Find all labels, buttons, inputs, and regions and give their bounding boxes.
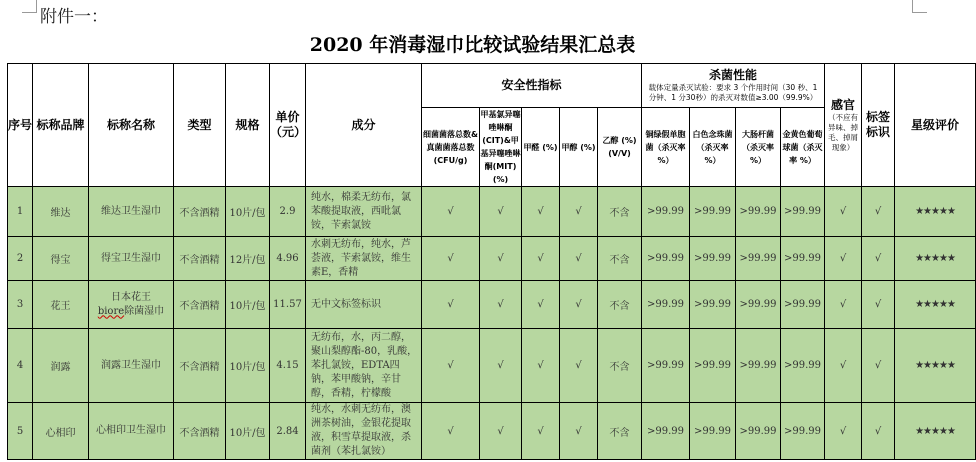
cell-bact-3: >99.99 xyxy=(781,281,825,329)
cell-type: 不含酒精 xyxy=(174,187,226,237)
cell-safety-1: √ xyxy=(480,281,522,329)
page-title: 2020 年消毒湿巾比较试验结果汇总表 xyxy=(309,34,636,56)
cell-safety-2: √ xyxy=(522,329,560,403)
cell-ingredients: 无中文标签标识 xyxy=(306,281,422,329)
cell-type: 不含酒精 xyxy=(174,237,226,281)
cell-name-latin: biore xyxy=(97,305,125,317)
cell-safety-2: √ xyxy=(522,187,560,237)
cell-safety-4: 不含 xyxy=(598,281,642,329)
table-row xyxy=(8,237,976,281)
cell-index: 2 xyxy=(8,237,33,281)
cell-safety-3: √ xyxy=(560,403,598,460)
cell-safety-4: 不含 xyxy=(598,403,642,460)
header-safety-1: 甲基氯异噻唑啉酮(CIT)&甲基异噻唑啉酮(MIT) (%) xyxy=(480,108,522,187)
cell-name: 润露卫生湿巾 xyxy=(89,329,174,403)
cell-bact-1: >99.99 xyxy=(690,329,736,403)
cell-safety-4: 不含 xyxy=(598,187,642,237)
cell-safety-1: √ xyxy=(480,403,522,460)
cell-name: 维达卫生湿巾 xyxy=(89,187,174,237)
cell-safety-3: √ xyxy=(560,237,598,281)
header-ingredients: 成分 xyxy=(306,64,422,187)
cell-safety-0: √ xyxy=(422,403,480,460)
header-bactericidal-1: 白色念珠菌（杀灭率 %） xyxy=(690,108,736,187)
cell-safety-0: √ xyxy=(422,237,480,281)
cell-brand: 润露 xyxy=(33,329,89,403)
cell-type: 不含酒精 xyxy=(174,329,226,403)
cell-price: 11.57 xyxy=(270,281,306,329)
cell-bact-0: >99.99 xyxy=(642,329,690,403)
cell-bact-2: >99.99 xyxy=(736,187,781,237)
cell-label: √ xyxy=(862,237,895,281)
header-sensory xyxy=(825,64,862,187)
cell-brand: 维达 xyxy=(33,187,89,237)
cell-ingredients: 水刺无纺布，纯水，芦荟液，苄索氯铵，维生素E，香精 xyxy=(306,237,422,281)
table-row xyxy=(8,281,976,329)
sensory-note: （不应有异味、掉毛、掉屑现象） xyxy=(828,112,859,152)
cell-bact-1: >99.99 xyxy=(690,281,736,329)
table-row xyxy=(8,329,976,403)
header-safety-3: 甲醇 (%) xyxy=(560,108,598,187)
margin-mark-right xyxy=(912,0,927,13)
header-bactericidal-3: 金黄色葡萄球菌（杀灭率 %） xyxy=(781,108,825,187)
header-spec: 规格 xyxy=(226,64,270,187)
header-safety-group: 安全性指标 xyxy=(422,64,642,108)
cell-bact-0: >99.99 xyxy=(642,187,690,237)
cell-sensory: √ xyxy=(825,237,862,281)
cell-bact-2: >99.99 xyxy=(736,403,781,460)
cell-price: 4.96 xyxy=(270,237,306,281)
cell-rating: ★★★★★ xyxy=(895,237,976,281)
cell-sensory: √ xyxy=(825,281,862,329)
cell-type: 不含酒精 xyxy=(174,281,226,329)
cell-ingredients: 无纺布，水，丙二醇，聚山梨醇酯-80，乳酸，苯扎氯铵，EDTA四钠，苯甲酸钠，辛甘醇，香精，柠檬酸 xyxy=(306,329,422,403)
cell-name-suffix: 除菌湿巾 xyxy=(124,305,165,317)
results-table xyxy=(7,63,976,460)
cell-safety-1: √ xyxy=(480,329,522,403)
cell-name-line1: 日本花王 xyxy=(111,291,151,303)
header-type: 类型 xyxy=(174,64,226,187)
header-name: 标称名称 xyxy=(89,64,174,187)
header-price: 单价（元） xyxy=(270,64,306,187)
header-bactericidal-2: 大肠杆菌（杀灭率 %） xyxy=(736,108,781,187)
attachment-label: 附件一： xyxy=(40,7,108,27)
cell-index: 1 xyxy=(8,187,33,237)
cell-bact-3: >99.99 xyxy=(781,187,825,237)
header-safety-2: 甲醛 (%) xyxy=(522,108,560,187)
cell-safety-0: √ xyxy=(422,281,480,329)
cell-bact-0: >99.99 xyxy=(642,281,690,329)
cell-spec: 10片/包 xyxy=(226,403,270,460)
cell-safety-0: √ xyxy=(422,187,480,237)
cell-safety-2: √ xyxy=(522,403,560,460)
cell-name xyxy=(89,281,174,329)
cell-ingredients: 纯水，棉柔无纺布，氯苯酸提取液，西吡氯铵，苄索氯铵 xyxy=(306,187,422,237)
header-safety-4: 乙醇 (%) (V/V) xyxy=(598,108,642,187)
cell-safety-3: √ xyxy=(560,187,598,237)
bactericidal-note: 载体定量杀灭试验：要求 3 个作用时间（30 秒、1 分钟、1 分30秒）的杀灭对数值≥3.00（99.9%） xyxy=(648,83,818,102)
cell-safety-4: 不含 xyxy=(598,237,642,281)
cell-bact-1: >99.99 xyxy=(690,403,736,460)
cell-safety-1: √ xyxy=(480,237,522,281)
cell-rating: ★★★★★ xyxy=(895,329,976,403)
cell-bact-1: >99.99 xyxy=(690,237,736,281)
cell-rating: ★★★★★ xyxy=(895,281,976,329)
header-index: 序号 xyxy=(8,64,33,187)
cell-brand: 得宝 xyxy=(33,237,89,281)
cell-safety-3: √ xyxy=(560,329,598,403)
cell-sensory: √ xyxy=(825,403,862,460)
cell-spec: 12片/包 xyxy=(226,237,270,281)
cell-safety-3: √ xyxy=(560,281,598,329)
cell-brand: 花王 xyxy=(33,281,89,329)
margin-mark-left xyxy=(22,0,37,13)
cell-label: √ xyxy=(862,403,895,460)
cell-spec: 10片/包 xyxy=(226,329,270,403)
table-row xyxy=(8,403,976,460)
cell-type: 不含酒精 xyxy=(174,403,226,460)
cell-ingredients: 纯水，水刺无纺布，澳洲茶树油，金银花提取液，积雪草提取液，杀菌剂（苯扎氯铵） xyxy=(306,403,422,460)
cell-bact-3: >99.99 xyxy=(781,403,825,460)
cell-bact-3: >99.99 xyxy=(781,329,825,403)
table-row xyxy=(8,187,976,237)
cell-index: 5 xyxy=(8,403,33,460)
cell-safety-4: 不含 xyxy=(598,329,642,403)
header-safety-0: 细菌菌落总数&真菌菌落总数 (CFU/g) xyxy=(422,108,480,187)
cell-price: 2.9 xyxy=(270,187,306,237)
cell-rating: ★★★★★ xyxy=(895,403,976,460)
cell-name: 心相印卫生湿巾 xyxy=(89,403,174,460)
cell-bact-1: >99.99 xyxy=(690,187,736,237)
header-bactericidal-group xyxy=(642,64,825,108)
header-rating: 星级评价 xyxy=(895,64,976,187)
cell-bact-2: >99.99 xyxy=(736,329,781,403)
cell-spec: 10片/包 xyxy=(226,281,270,329)
cell-label: √ xyxy=(862,187,895,237)
header-bactericidal-0: 铜绿假单胞菌（杀灭率 %） xyxy=(642,108,690,187)
cell-label: √ xyxy=(862,329,895,403)
cell-price: 2.84 xyxy=(270,403,306,460)
cell-spec: 10片/包 xyxy=(226,187,270,237)
sensory-title: 感官 xyxy=(831,97,856,112)
cell-name-line2 xyxy=(89,305,173,319)
cell-bact-0: >99.99 xyxy=(642,237,690,281)
header-label: 标签标识 xyxy=(862,64,895,187)
cell-bact-2: >99.99 xyxy=(736,281,781,329)
cell-brand: 心相印 xyxy=(33,403,89,460)
cell-safety-0: √ xyxy=(422,329,480,403)
cell-index: 3 xyxy=(8,281,33,329)
bactericidal-group-title: 杀菌性能 xyxy=(709,68,758,82)
cell-rating: ★★★★★ xyxy=(895,187,976,237)
cell-bact-2: >99.99 xyxy=(736,237,781,281)
header-brand: 标称品牌 xyxy=(33,64,89,187)
cell-sensory: √ xyxy=(825,329,862,403)
cell-safety-2: √ xyxy=(522,237,560,281)
cell-safety-2: √ xyxy=(522,281,560,329)
cell-index: 4 xyxy=(8,329,33,403)
cell-price: 4.15 xyxy=(270,329,306,403)
cell-safety-1: √ xyxy=(480,187,522,237)
cell-label: √ xyxy=(862,281,895,329)
cell-bact-0: >99.99 xyxy=(642,403,690,460)
cell-name: 得宝卫生湿巾 xyxy=(89,237,174,281)
cell-sensory: √ xyxy=(825,187,862,237)
cell-bact-3: >99.99 xyxy=(781,237,825,281)
